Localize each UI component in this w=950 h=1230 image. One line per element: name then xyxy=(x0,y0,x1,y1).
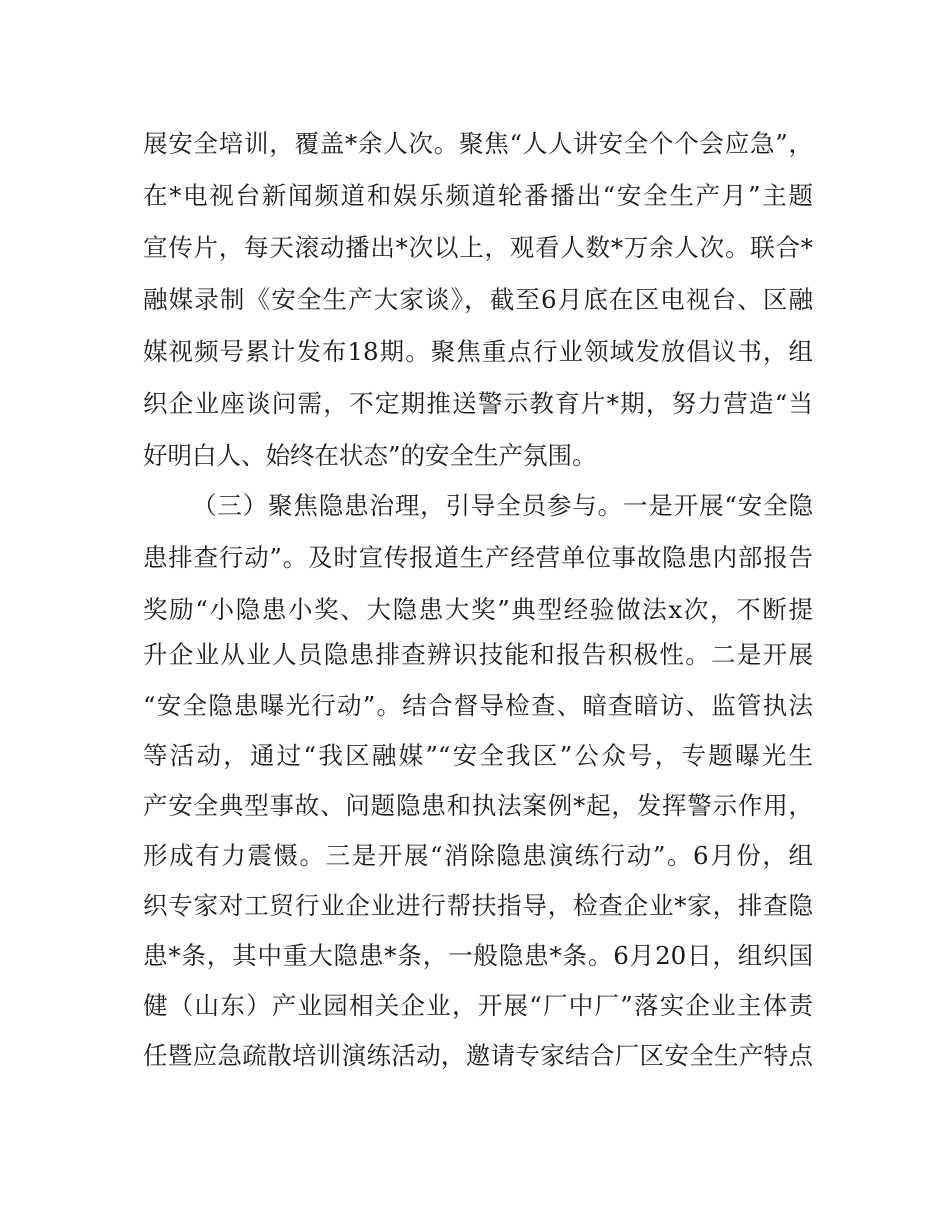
paragraph-2-line-5: “安全隐患曝光行动”。结合督导检查、暗查暗访、监管执法 xyxy=(143,691,813,720)
paragraph-1-line-3: 宣传片，每天滚动播出*次以上，观看人数*万余人次。联合* xyxy=(143,233,813,262)
paragraph-1-line-4: 融媒录制《安全生产大家谈》，截至6月底在区电视台、区融 xyxy=(143,285,813,314)
paragraph-1-line-6: 织企业座谈问需，不定期推送警示教育片*期，努力营造“当 xyxy=(143,389,813,418)
paragraph-1-line-1: 展安全培训，覆盖*余人次。聚焦“人人讲安全个个会应急”， xyxy=(143,129,813,158)
paragraph-2-line-6: 等活动，通过“我区融媒”“安全我区”公众号，专题曝光生 xyxy=(143,741,813,770)
paragraph-1-line-5: 媒视频号累计发布18期。聚焦重点行业领域发放倡议书，组 xyxy=(143,337,813,366)
paragraph-2-line-12: 任暨应急疏散培训演练活动，邀请专家结合厂区安全生产特点 xyxy=(143,1041,813,1070)
paragraph-2-line-10: 患*条，其中重大隐患*条，一般隐患*条。6月20日，组织国 xyxy=(143,941,813,970)
paragraph-2-line-8: 形成有力震慑。三是开展“消除隐患演练行动”。6月份，组 xyxy=(143,841,813,870)
paragraph-2-line-4: 升企业从业人员隐患排查辨识技能和报告积极性。二是开展 xyxy=(143,640,813,669)
paragraph-1-line-7: 好明白人、始终在状态”的安全生产氛围。 xyxy=(143,441,597,470)
paragraph-2-line-9: 织专家对工贸行业企业进行帮扶指导，检查企业*家，排查隐 xyxy=(143,891,813,920)
paragraph-1-line-2: 在*电视台新闻频道和娱乐频道轮番播出“安全生产月”主题 xyxy=(143,181,813,210)
paragraph-2-line-7: 产安全典型事故、问题隐患和执法案例*起，发挥警示作用， xyxy=(143,791,813,820)
paragraph-2-line-1: （三）聚焦隐患治理，引导全员参与。一是开展“安全隐 xyxy=(192,491,813,520)
paragraph-2-line-3: 奖励“小隐患小奖、大隐患大奖”典型经验做法x次，不断提 xyxy=(143,595,813,624)
paragraph-2-line-2: 患排查行动”。及时宣传报道生产经营单位事故隐患内部报告 xyxy=(143,543,813,572)
paragraph-2-line-11: 健（山东）产业园相关企业，开展“厂中厂”落实企业主体责 xyxy=(143,991,813,1020)
